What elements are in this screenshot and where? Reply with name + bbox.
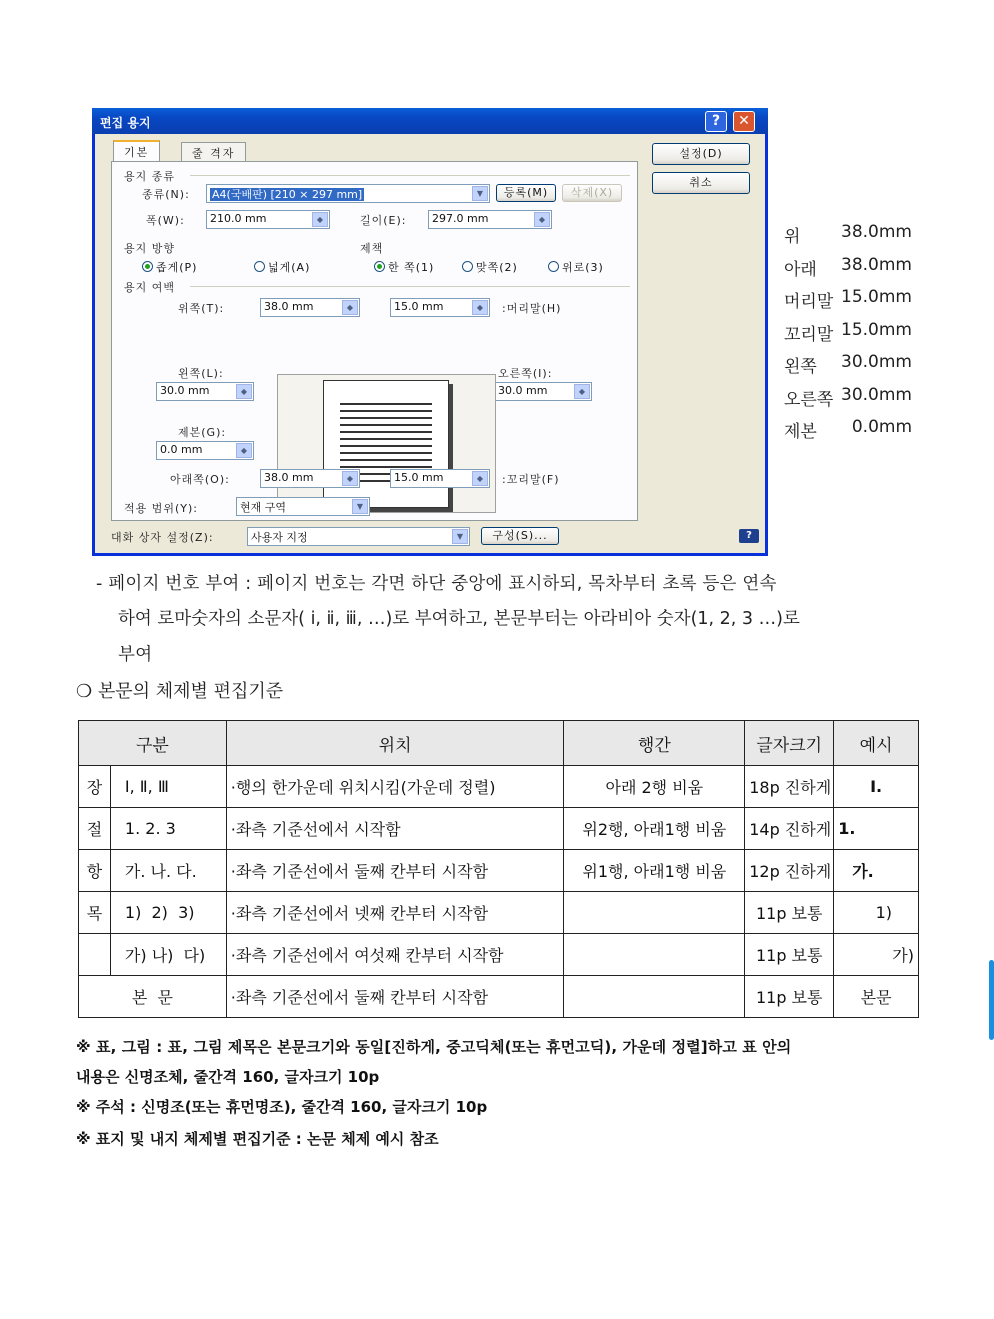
left-input[interactable]	[156, 382, 254, 401]
gutter-label: 제본(G):	[178, 426, 227, 439]
page-number-paragraph-line-2: 하여 로마숫자의 소문자( ⅰ, ⅱ, ⅲ, …)로 부여하고, 본문부터는 아라비아 숫자(1, 2, 3 …)로	[118, 609, 800, 629]
margin-value-list	[784, 222, 924, 450]
dialog-title: 편집 용지	[92, 108, 768, 134]
margin-row: 아래 38.0mm	[784, 254, 912, 280]
header-input[interactable]	[390, 298, 490, 317]
page-setup-dialog	[92, 108, 768, 556]
dialog-settings-select[interactable]	[247, 527, 470, 546]
chevron-down-icon[interactable]: ▼	[472, 186, 488, 201]
format-table	[78, 720, 919, 1018]
top-label: 위쪽(T):	[178, 302, 225, 315]
section-heading: ❍ 본문의 체제별 편집기준	[76, 681, 284, 702]
close-icon[interactable]: ✕	[733, 111, 755, 132]
page-number-paragraph-line-1: - 페이지 번호 부여 : 페이지 번호는 각면 하단 중앙에 표시하되, 목차부터 초록 등은 연속	[96, 574, 777, 594]
landscape-radio[interactable]: 넓게(A)	[254, 259, 310, 275]
right-input[interactable]	[494, 382, 592, 401]
table-row: 가) 나) 다) ·좌측 기준선에서 여섯째 칸부터 시작함 11p 보통 가)	[79, 934, 919, 976]
width-label: 폭(W):	[146, 214, 185, 227]
note-table-figure-line-2: 내용은 신명조체, 줄간격 160, 글자크기 10p	[76, 1068, 380, 1086]
spin-icon[interactable]: ◆	[472, 300, 488, 315]
tab-basic[interactable]: 기본	[113, 140, 160, 162]
cancel-button[interactable]: 취소	[652, 172, 750, 194]
footer-value: 15.0 mm	[394, 471, 444, 484]
header-font-size: 글자크기	[745, 721, 834, 766]
header-position: 위치	[226, 721, 564, 766]
chevron-down-icon[interactable]: ▼	[452, 529, 468, 544]
orientation-group-label: 용지 방향	[124, 242, 176, 255]
gutter-input[interactable]	[156, 441, 254, 460]
top-value: 38.0 mm	[264, 300, 314, 313]
binding-facing-radio[interactable]: 맞쪽(2)	[462, 259, 518, 275]
basic-panel	[111, 161, 638, 521]
paper-type-select[interactable]	[206, 184, 490, 203]
margin-group-label: 용지 여백	[124, 281, 176, 294]
margin-row: 꼬리말 15.0mm	[784, 319, 912, 345]
side-tab-marker	[989, 960, 994, 1040]
width-input[interactable]	[206, 210, 330, 229]
header-label: :머리말(H)	[502, 302, 562, 315]
bottom-input[interactable]	[260, 469, 360, 488]
header-example: 예시	[834, 721, 919, 766]
length-label: 길이(E):	[360, 214, 407, 227]
dialog-settings-label: 대화 상자 설정(Z):	[111, 531, 214, 544]
help-icon[interactable]: ?	[739, 529, 759, 543]
margin-row: 머리말 15.0mm	[784, 287, 912, 312]
header-leading: 행간	[564, 721, 745, 766]
compose-button[interactable]: 구성(S)...	[481, 527, 559, 545]
set-button[interactable]: 설정(D)	[652, 143, 750, 165]
binding-top-radio[interactable]: 위로(3)	[548, 259, 604, 275]
table-row: 절 1. 2. 3 ·좌측 기준선에서 시작함 위2행, 아래1행 비움 14p 진하게 1.	[79, 808, 919, 850]
left-value: 30.0 mm	[160, 384, 210, 397]
spin-icon[interactable]: ◆	[236, 443, 252, 458]
register-button[interactable]: 등록(M)	[496, 184, 556, 202]
apply-select[interactable]	[236, 497, 370, 516]
margin-row: 제본 0.0mm	[784, 417, 912, 442]
apply-label: 적용 범위(Y):	[124, 502, 199, 515]
margin-row: 위 38.0mm	[784, 222, 912, 247]
delete-button: 삭제(X)	[562, 184, 622, 202]
table-header-row	[79, 721, 919, 766]
help-icon[interactable]: ?	[705, 111, 727, 132]
note-cover: ※ 표지 및 내지 체제별 편집기준 : 논문 체제 예시 참조	[76, 1130, 439, 1148]
tab-grid[interactable]: 줄 격자	[181, 142, 246, 161]
spin-icon[interactable]: ◆	[534, 212, 550, 227]
margin-row: 왼쪽 30.0mm	[784, 352, 912, 377]
header-category: 구분	[79, 721, 227, 766]
spin-icon[interactable]: ◆	[574, 384, 590, 399]
chevron-down-icon[interactable]: ▼	[352, 499, 368, 514]
footer-input[interactable]	[390, 469, 490, 488]
length-input[interactable]	[428, 210, 552, 229]
header-value: 15.0 mm	[394, 300, 444, 313]
page-preview-sheet	[323, 380, 449, 508]
table-row: 장 Ⅰ, Ⅱ, Ⅲ ·행의 한가운데 위치시킴(가운데 정렬) 아래 2행 비움 18p 진하게 Ⅰ.	[79, 766, 919, 808]
margin-row: 오른쪽 30.0mm	[784, 384, 912, 410]
paper-type-group-label: 용지 종류	[124, 170, 176, 183]
bottom-label: 아래쪽(O):	[170, 473, 230, 486]
top-input[interactable]	[260, 298, 360, 317]
spin-icon[interactable]: ◆	[342, 471, 358, 486]
binding-single-radio[interactable]: 한 쪽(1)	[374, 259, 434, 275]
spin-icon[interactable]: ◆	[312, 212, 328, 227]
note-table-figure-line-1: ※ 표, 그림 : 표, 그림 제목은 본문크기와 동일[진하게, 중고딕체(또는 휴먼고딕), 가운데 정렬]하고 표 안의	[76, 1038, 792, 1056]
apply-value: 현재 구역	[240, 501, 287, 514]
page-preview	[277, 374, 496, 513]
table-row: 본 문 ·좌측 기준선에서 둘째 칸부터 시작함 11p 보통 본문	[79, 976, 919, 1018]
binding-group-label: 제책	[360, 242, 384, 255]
spin-icon[interactable]: ◆	[236, 384, 252, 399]
table-row: 목 1) 2) 3) ·좌측 기준선에서 넷째 칸부터 시작함 11p 보통 1)	[79, 892, 919, 934]
right-label: 오른쪽(I):	[498, 367, 553, 380]
page-number-paragraph-line-3: 부여	[118, 645, 153, 665]
note-footnote: ※ 주석 : 신명조(또는 휴먼명조), 줄간격 160, 글자크기 10p	[76, 1098, 488, 1116]
paper-type-label: 종류(N):	[142, 188, 190, 201]
left-label: 왼쪽(L):	[178, 367, 224, 380]
length-value: 297.0 mm	[432, 212, 489, 225]
portrait-radio[interactable]: 좁게(P)	[142, 259, 197, 275]
footer-label: :꼬리말(F)	[502, 473, 560, 486]
width-value: 210.0 mm	[210, 212, 267, 225]
bottom-value: 38.0 mm	[264, 471, 314, 484]
spin-icon[interactable]: ◆	[342, 300, 358, 315]
right-value: 30.0 mm	[498, 384, 548, 397]
spin-icon[interactable]: ◆	[472, 471, 488, 486]
dialog-settings-value: 사용자 지정	[251, 531, 308, 544]
paper-type-value: A4(국배판) [210 × 297 mm]	[212, 188, 363, 201]
table-row: 항 가. 나. 다. ·좌측 기준선에서 둘째 칸부터 시작함 위1행, 아래1행 비움 12p 진하게 가.	[79, 850, 919, 892]
gutter-value: 0.0 mm	[160, 443, 203, 456]
